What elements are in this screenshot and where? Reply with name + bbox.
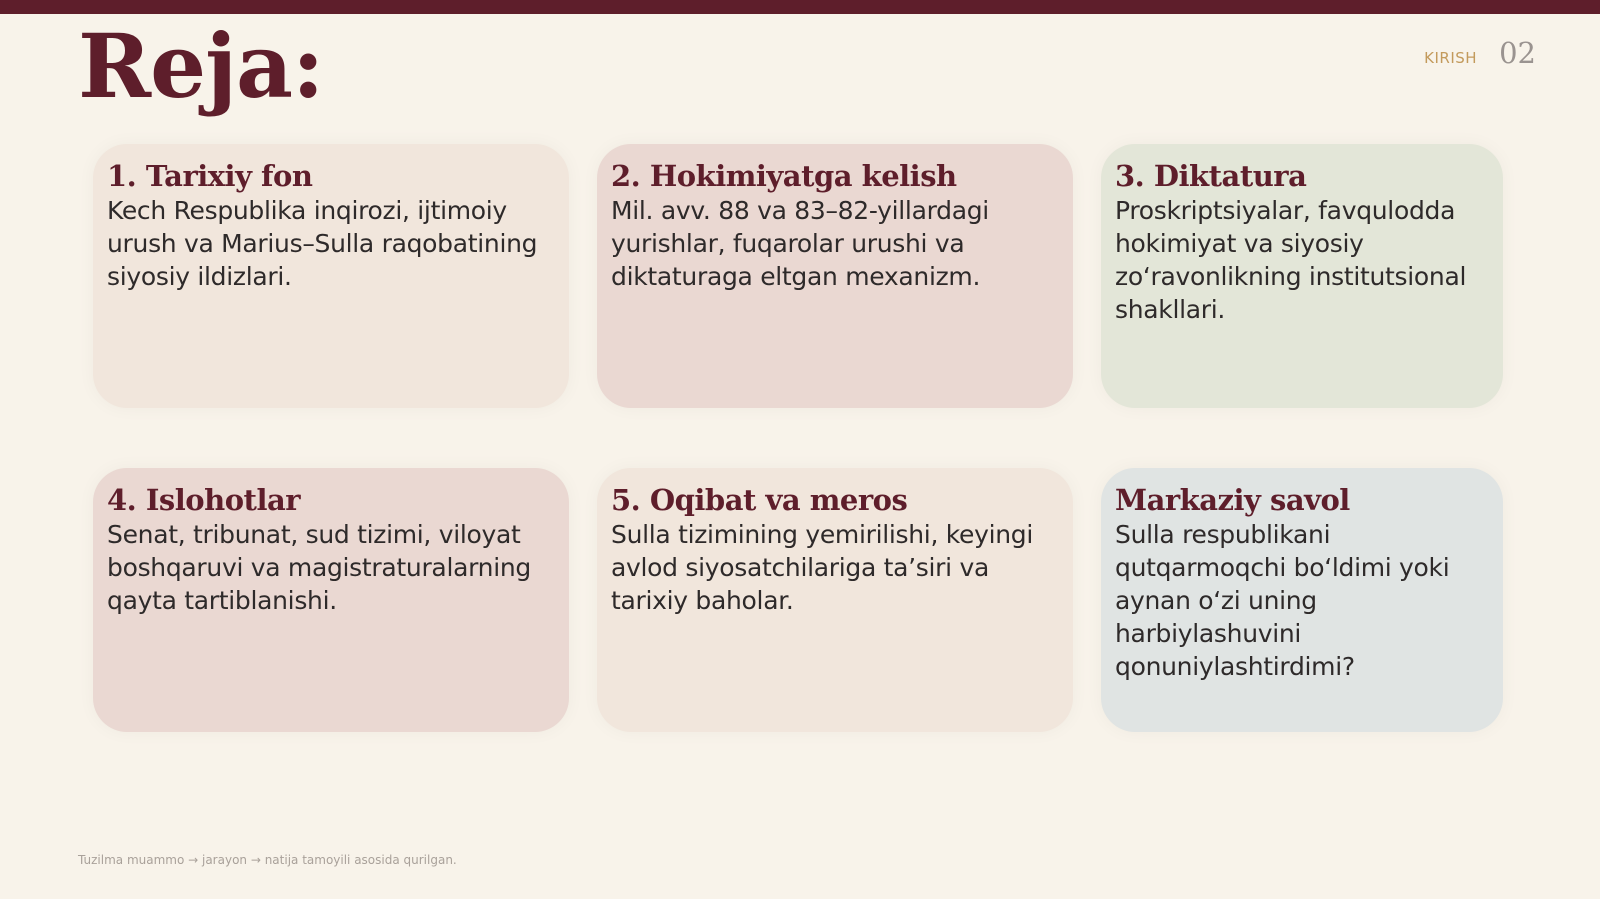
card-text: Proskriptsiyalar, favqulodda hokimiyat va siyosiy zo‘ravonlikning institutsional shakllari. bbox=[1115, 196, 1467, 324]
card-text: Mil. avv. 88 va 83–82-yillardagi yurishlar, fuqarolar urushi va diktaturaga eltgan mexanizm. bbox=[611, 196, 989, 291]
card-text: Sulla tizimining yemirilishi, keyingi avlod siyosatchilariga ta’siri va tarixiy baholar. bbox=[611, 520, 1034, 615]
section-indicator bbox=[1424, 36, 1536, 70]
card-title: 5. Oqibat va meros bbox=[611, 483, 908, 517]
plan-card-dictatorship bbox=[1101, 144, 1503, 408]
section-label: KIRISH bbox=[1424, 49, 1478, 67]
card-title: 2. Hokimiyatga kelish bbox=[611, 159, 957, 193]
plan-card-legacy bbox=[597, 468, 1073, 732]
card-title: 3. Diktatura bbox=[1115, 159, 1307, 193]
card-title: 1. Tarixiy fon bbox=[107, 159, 313, 193]
footer-note: Tuzilma muammo → jarayon → natija tamoyili asosida qurilgan. bbox=[78, 853, 457, 867]
section-number: 02 bbox=[1499, 36, 1536, 70]
plan-card-reforms bbox=[93, 468, 569, 732]
card-text: Senat, tribunat, sud tizimi, viloyat boshqaruvi va magistraturalarning qayta tartiblanishi. bbox=[107, 520, 531, 615]
card-text: Kech Respublika inqirozi, ijtimoiy urush va Marius–Sulla raqobatining siyosiy ildizlari. bbox=[107, 196, 538, 291]
card-text: Sulla respublikani qutqarmoqchi bo‘ldimi yoki aynan o‘zi uning harbiylashuvini qonuniylashtirdimi? bbox=[1115, 520, 1450, 681]
top-accent-bar bbox=[0, 0, 1600, 14]
plan-card-central-question bbox=[1101, 468, 1503, 732]
plan-card-historical-background bbox=[93, 144, 569, 408]
page-title: Reja: bbox=[78, 14, 324, 118]
card-title: 4. Islohotlar bbox=[107, 483, 301, 517]
plan-card-rise-to-power bbox=[597, 144, 1073, 408]
card-title: Markaziy savol bbox=[1115, 483, 1350, 517]
